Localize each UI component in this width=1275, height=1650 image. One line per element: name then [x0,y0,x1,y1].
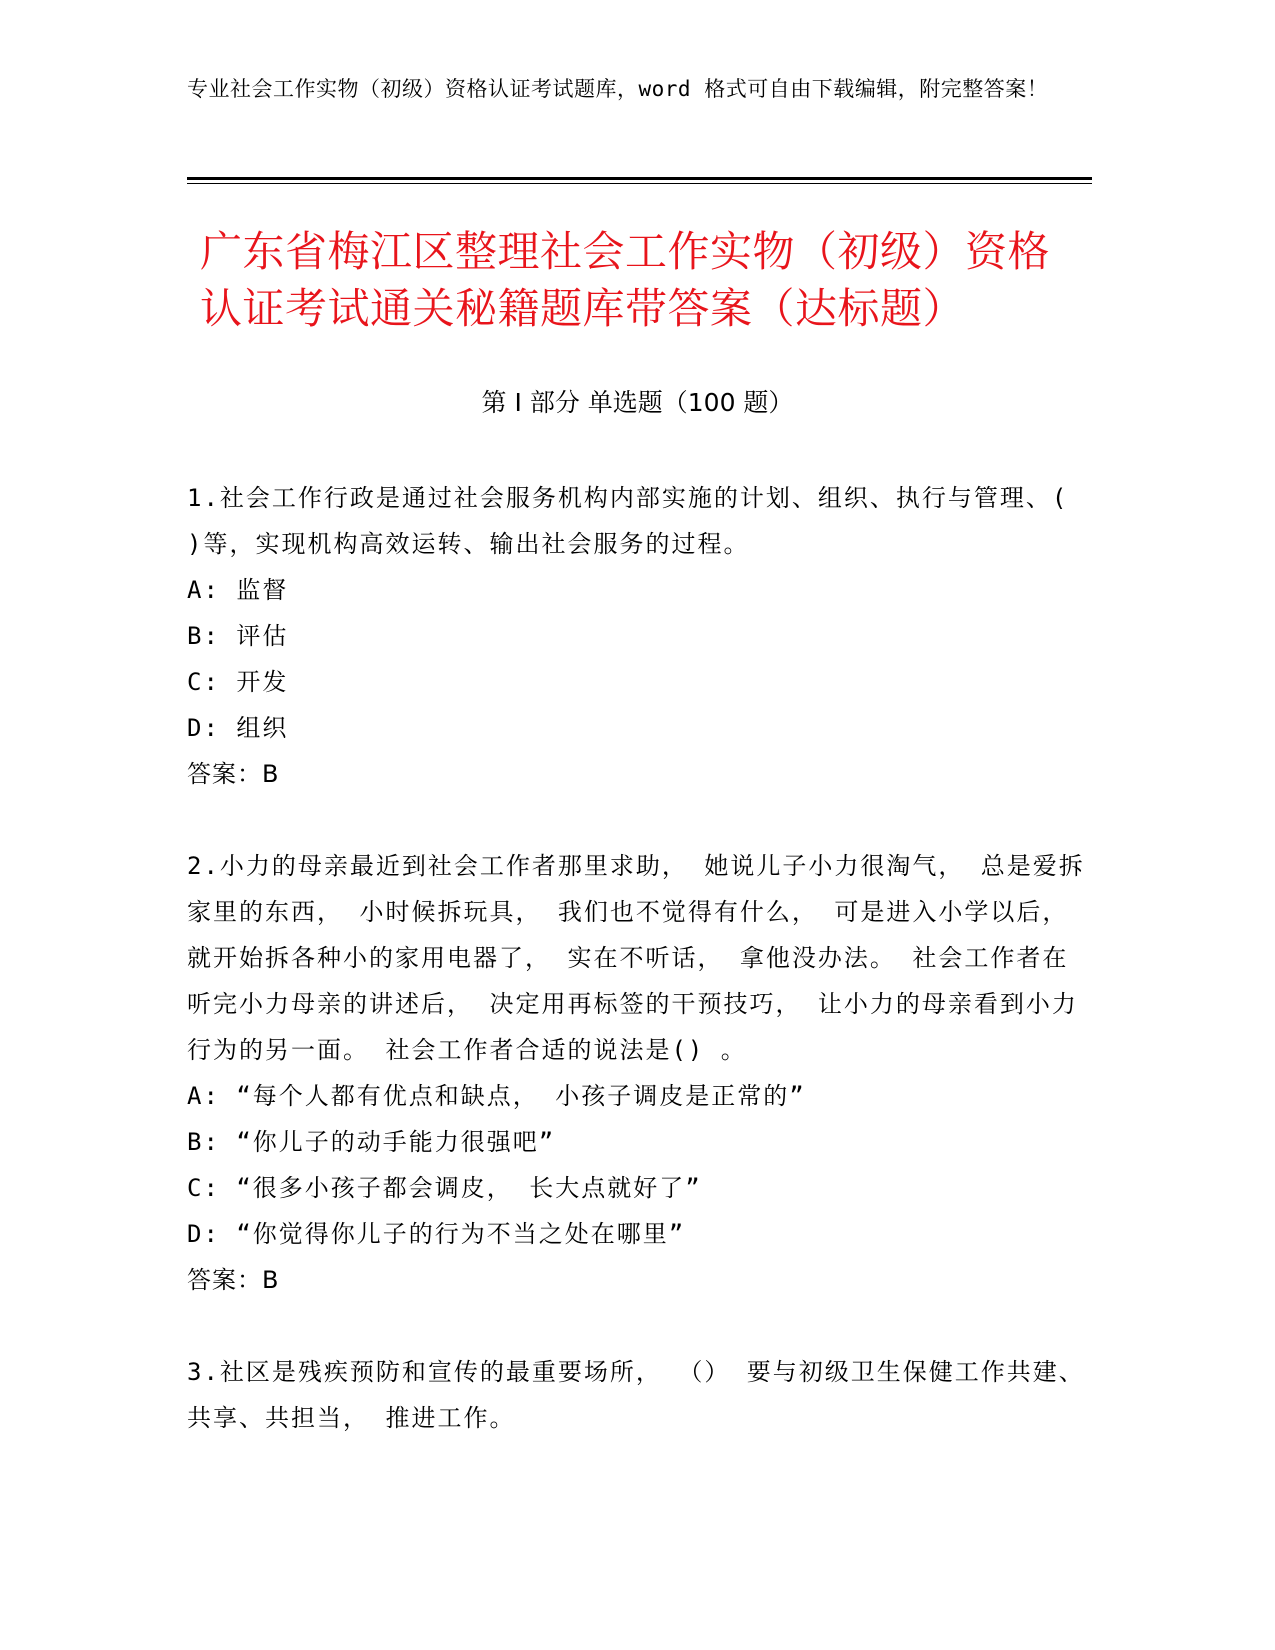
option-b: B: “你儿子的动手能力很强吧” [187,1128,556,1156]
question-stem: 2.小力的母亲最近到社会工作者那里求助， 她说儿子小力很淘气， 总是爱拆家里的东西， 小时候拆玩具， 我们也不觉得有什么， 可是进入小学以后， 就开始拆各种小的家用电器了， 实在不听话， 拿他没办法。 社会工作者在听完小力母亲的讲述后， 决定用再标签的干预技巧， 让小力的母亲看到小力行为的另一面。 社会工作者合适的说法是() 。 [187,852,1085,1064]
header-divider-thick [187,177,1092,180]
option-c: C: “很多小孩子都会调皮， 长大点就好了” [187,1174,702,1202]
section-title: 第 I 部分 单选题（100 题） [481,388,794,417]
document-header-note: 专业社会工作实物（初级）资格认证考试题库，word 格式可自由下载编辑，附完整答案！ [187,77,1049,101]
question-stem: 3.社区是残疾预防和宣传的最重要场所， （） 要与初级卫生保健工作共建、 共享、共担当， 推进工作。 [187,1358,1085,1432]
option-a: A: 监督 [187,576,289,604]
question-3 [187,1349,1087,1441]
document-title: 广东省梅江区整理社会工作实物（初级）资格认证考试通关秘籍题库带答案（达标题） [200,227,1051,333]
answer-line: 答案：B [187,1266,280,1294]
answer-line: 答案：B [187,760,280,788]
option-d: D: 组织 [187,714,289,742]
question-list [187,475,1087,1487]
question-2 [187,843,1087,1303]
question-stem: 1.社会工作行政是通过社会服务机构内部实施的计划、组织、执行与管理、( )等，实现机构高效运转、输出社会服务的过程。 [187,484,1069,558]
option-c: C: 开发 [187,668,289,696]
header-divider-thin [187,183,1092,184]
question-1 [187,475,1087,797]
option-d: D: “你觉得你儿子的行为不当之处在哪里” [187,1220,686,1248]
option-b: B: 评估 [187,622,289,650]
option-a: A: “每个人都有优点和缺点， 小孩子调皮是正常的” [187,1082,806,1110]
